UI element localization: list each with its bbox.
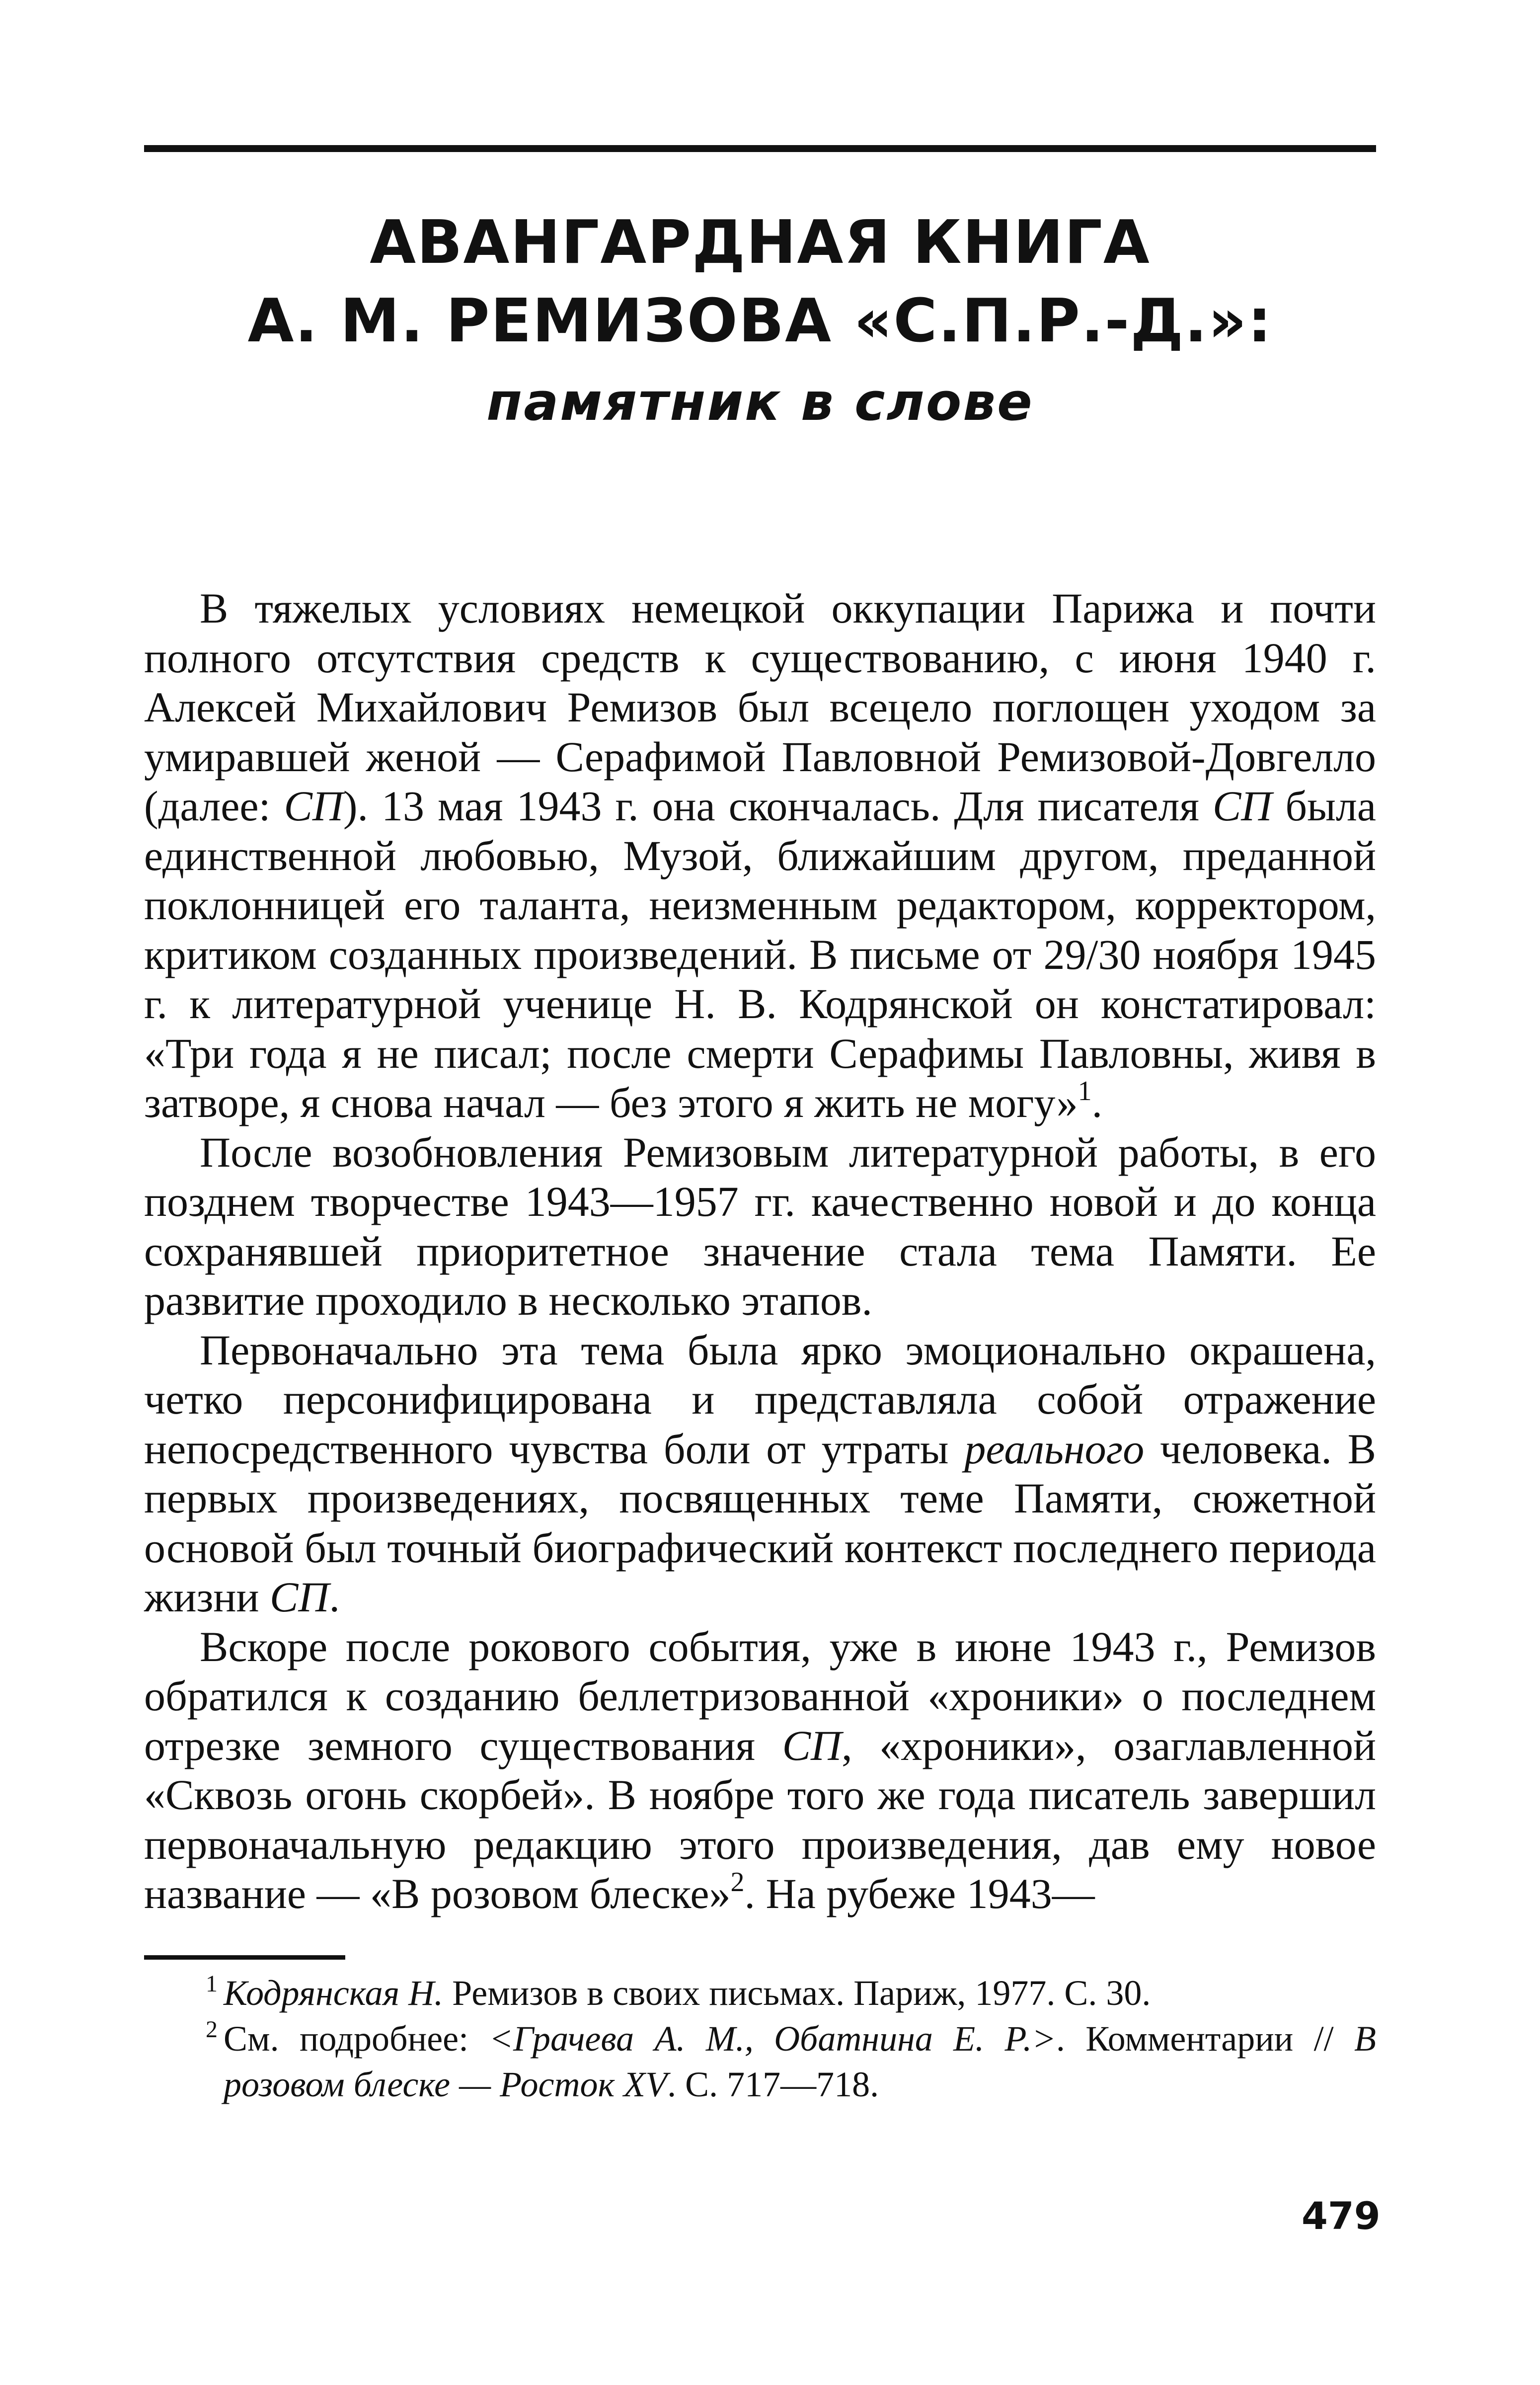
footnote-1 — [144, 1970, 1376, 2016]
footnote-source: В розовом блеске — Росток XV — [224, 2019, 1376, 2104]
paragraph-3-text-a: Первоначально эта тема была ярко эмоционально окрашена, четко персонифицирована и представляла собой отражение непосредственного чувства боли от утраты — [144, 1326, 1376, 1473]
footnote-text: Ремизов в своих письмах. Париж, 1977. С. 30. — [443, 1973, 1151, 2013]
abbreviation-sp: СП — [284, 782, 343, 830]
footnote-tail: . С. 717—718. — [667, 2065, 879, 2104]
footnote-number: 1 — [206, 1971, 218, 1997]
paragraph-4-text-c: . На рубеже 1943— — [744, 1870, 1095, 1917]
main-text — [144, 584, 1376, 1919]
paragraph-3-text-b: человека. В первых произведениях, посвященных теме Памяти, сюжетной основой был точный биографический контекст последнего периода жизни — [144, 1425, 1377, 1621]
footnote-author: Кодрянская Н. — [224, 1973, 444, 2013]
paragraph-3-text-c: . — [329, 1573, 340, 1621]
footnote-authors: <Грачева А. М., Обатнина Е. Р.> — [489, 2019, 1056, 2059]
paragraph-1-text-d: . — [1091, 1079, 1103, 1126]
footnote-separator — [144, 1955, 345, 1960]
paragraph-1 — [144, 584, 1376, 1128]
abbreviation-sp: СП — [269, 1573, 329, 1621]
chapter-heading — [144, 204, 1376, 434]
footnote-reference-1[interactable]: 1 — [1078, 1076, 1092, 1107]
footnote-2 — [144, 2016, 1376, 2107]
paragraph-3 — [144, 1326, 1376, 1622]
paragraph-1-text-b: ). 13 мая 1943 г. она скончалась. Для писателя — [343, 782, 1213, 830]
top-rule — [144, 145, 1376, 152]
abbreviation-sp: СП — [1212, 782, 1272, 830]
footnote-middle: . Комментарии // — [1056, 2019, 1355, 2059]
paragraph-4 — [144, 1622, 1376, 1919]
paragraph-1-text-c: была единственной любовью, Музой, ближайшим другом, преданной поклонницей его таланта, неизменным редактором, корректором, критиком созданных произведений. В письме от 29/30 ноября 1945 г. к литературной ученице Н. В. Кодрянской он констатировал: «Три года я не писал; после смерти Серафимы Павловны, живя в затворе, я снова начал — без этого я жить не могу» — [144, 782, 1376, 1126]
footnotes — [144, 1970, 1376, 2107]
footnote-reference-2[interactable]: 2 — [730, 1867, 745, 1898]
page-number: 479 — [1302, 2194, 1381, 2238]
italic-word: реального — [964, 1425, 1145, 1473]
footnote-lead: См. подробнее: — [224, 2019, 489, 2059]
paragraph-1-text-a: В тяжелых условиях немецкой оккупации Парижа и почти полного отсутствия средств к существованию, с июня 1940 г. Алексей Михайлович Ремизов был всецело поглощен уходом за умиравшей женой — Серафимой Павловной Ремизовой-Довгелло (далее: — [144, 584, 1376, 830]
footnote-number: 2 — [206, 2016, 218, 2043]
abbreviation-sp: СП — [782, 1721, 842, 1769]
title-line-1: АВАНГАРДНАЯ КНИГА — [370, 208, 1151, 277]
subtitle: памятник в слове — [486, 372, 1034, 432]
paragraph-4-text-a: Вскоре после рокового события, уже в июне 1943 г., Ремизов обратился к созданию беллетризованной «хроники» о последнем отрезке земного существования — [144, 1622, 1376, 1769]
paragraph-4-text-b: , «хроники», озаглавленной «Сквозь огонь скорбей». В ноябре того же года писатель завершил первоначальную редакцию этого произведения, дав ему новое название — «В розовом блеске» — [144, 1721, 1376, 1917]
title-line-2: А. М. РЕМИЗОВА «С.П.Р.-Д.»: — [247, 287, 1273, 356]
paragraph-2: После возобновления Ремизовым литературной работы, в его позднем творчестве 1943—1957 гг. качественно новой и до конца сохранявшей приоритетное значение стала тема Памяти. Ее развитие проходило в несколько этапов. — [144, 1128, 1376, 1324]
